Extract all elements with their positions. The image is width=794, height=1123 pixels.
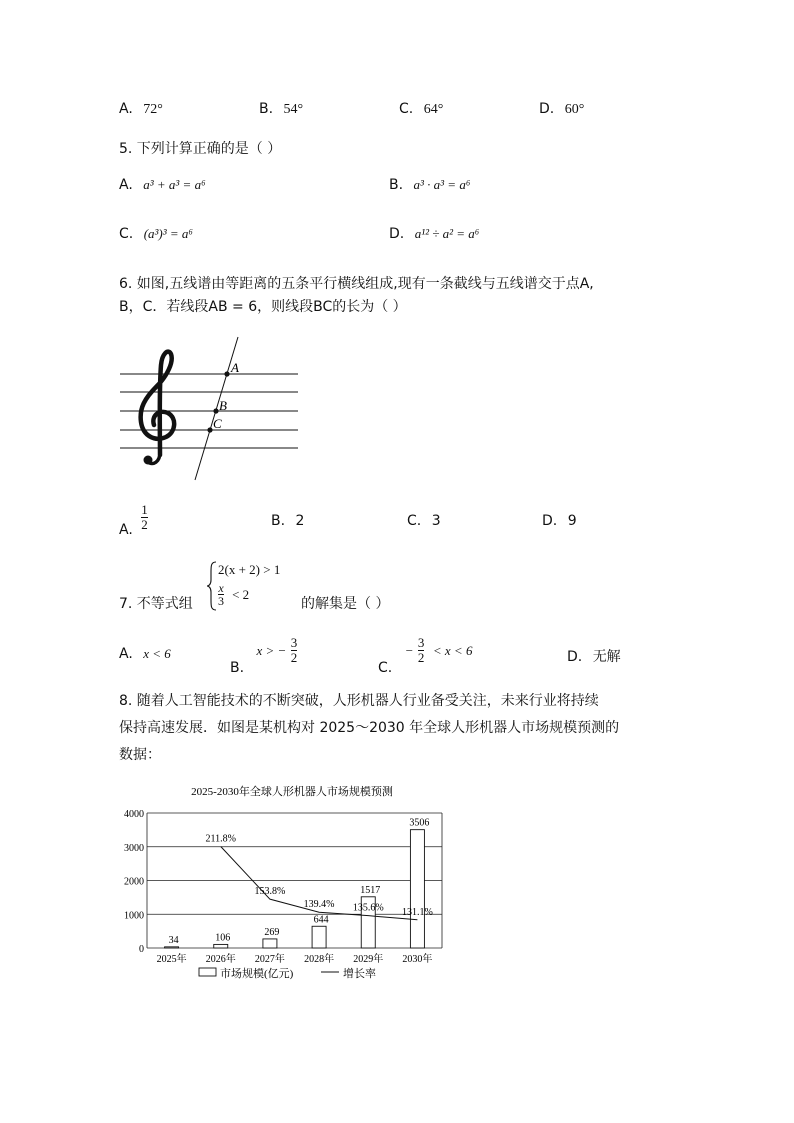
- chart-title: 2025-2030年全球人形机器人市场规模预测: [191, 786, 393, 798]
- q5-option-b: B. a³ · a³ = a⁶: [389, 177, 471, 193]
- q7-stem-prefix: 7. 不等式组: [119, 596, 193, 612]
- y-tick-label: 4000: [124, 809, 144, 820]
- q4-option-b: B. 54°: [259, 101, 304, 117]
- bar: [263, 939, 277, 948]
- fraction: $\frac{1}{2}$: [141, 502, 148, 532]
- market-chart: [110, 780, 460, 990]
- q6-option-d: D. 9: [542, 513, 577, 529]
- label-c: C: [213, 416, 222, 431]
- legend-bar-label: 市场规模(亿元): [220, 968, 294, 980]
- bar: [165, 947, 179, 948]
- fraction: $\frac{3}{2}$: [290, 635, 298, 665]
- q6-option-b: B. 2: [271, 513, 305, 529]
- label-b: B: [219, 398, 227, 413]
- bar: [214, 944, 228, 948]
- q8-stem-line3: 数据：: [119, 747, 161, 763]
- chart-bars: [165, 830, 425, 948]
- y-tick-label: 1000: [124, 910, 144, 922]
- chart-labels: [124, 809, 433, 965]
- chart-grid: [147, 813, 442, 948]
- bar: [410, 830, 424, 948]
- q7-stem-suffix: 的解集是（ ）: [301, 596, 390, 612]
- point-a: [224, 371, 229, 376]
- q7-inequality-1: 2(x + 2) > 1: [218, 562, 281, 577]
- q8-stem-line1: 8. 随着人工智能技术的不断突破，人形机器人行业备受关注，未来行业将持续: [119, 693, 599, 709]
- growth-rate-label: 153.8%: [254, 886, 286, 898]
- growth-rate-label: 135.6%: [352, 902, 384, 914]
- x-tick-label: 2028年: [304, 954, 335, 965]
- x-tick-label: 2025年: [156, 954, 187, 965]
- q5-option-a: A. a³ + a³ = a⁶: [119, 177, 206, 193]
- fraction: $\frac{3}{2}$: [417, 635, 425, 665]
- q7-option-c: C. − $\frac{3}{2}$ < x < 6: [378, 635, 473, 676]
- q5-stem: 5. 下列计算正确的是（ ）: [119, 141, 282, 157]
- q7-option-b: B. x > − $\frac{3}{2}$: [230, 635, 298, 676]
- bar-value-label: 34: [168, 934, 179, 946]
- x-tick-label: 2030年: [402, 954, 433, 965]
- q5-option-d: D. a¹² ÷ a² = a⁶: [389, 226, 480, 242]
- q6-stem-line1: 6. 如图,五线谱由等距离的五条平行横线组成,现有一条截线与五线谱交于点A,: [119, 276, 594, 292]
- bar-value-label: 106: [215, 932, 231, 944]
- chart-legend: [199, 966, 376, 980]
- growth-rate-label: 131.1%: [401, 906, 433, 918]
- q6-option-c: C. 3: [407, 513, 441, 529]
- y-tick-label: 2000: [124, 876, 144, 888]
- q6-stem-line2: B，C．若线段AB = 6，则线段BC的长为（ ）: [119, 299, 407, 315]
- point-b: [213, 408, 218, 413]
- legend-line-label: 增长率: [343, 968, 376, 980]
- q8-stem-line2: 保持高速发展．如图是某机构对 2025～2030 年全球人形机器人市场规模预测的: [119, 720, 620, 736]
- x-tick-label: 2029年: [353, 954, 384, 965]
- legend-bar-swatch: [199, 968, 216, 976]
- bar-value-label: 3506: [409, 817, 430, 829]
- growth-rate-label: 139.4%: [303, 899, 335, 911]
- y-tick-label: 0: [139, 944, 144, 955]
- x-tick-label: 2027年: [254, 954, 285, 965]
- q5-option-c: C. (a³)³ = a⁶: [119, 226, 193, 242]
- growth-rate-label: 211.8%: [205, 833, 236, 845]
- label-a: A: [231, 360, 239, 375]
- bar: [312, 926, 326, 948]
- q7-option-a: A. x < 6: [119, 646, 171, 662]
- x-tick-label: 2026年: [205, 954, 236, 965]
- point-c: [207, 427, 212, 432]
- q6-option-a: A. $\frac{1}{2}$: [119, 502, 148, 538]
- bar-value-label: 644: [313, 914, 329, 926]
- q7-inequality-2: $\frac{x}{3}$ < 2: [218, 581, 250, 608]
- q4-option-c: C. 64°: [399, 101, 444, 117]
- staff-figure: [115, 330, 305, 485]
- bar-value-label: 1517: [360, 884, 381, 896]
- q4-option-a: A. 72°: [119, 101, 163, 117]
- brace-icon: [206, 560, 218, 612]
- fraction: $\frac{x}{3}$: [218, 581, 224, 608]
- q4-option-d: D. 60°: [539, 101, 585, 117]
- q7-option-d: D. 无解: [567, 649, 621, 665]
- y-tick-label: 3000: [124, 842, 144, 854]
- bar-value-label: 269: [264, 926, 280, 938]
